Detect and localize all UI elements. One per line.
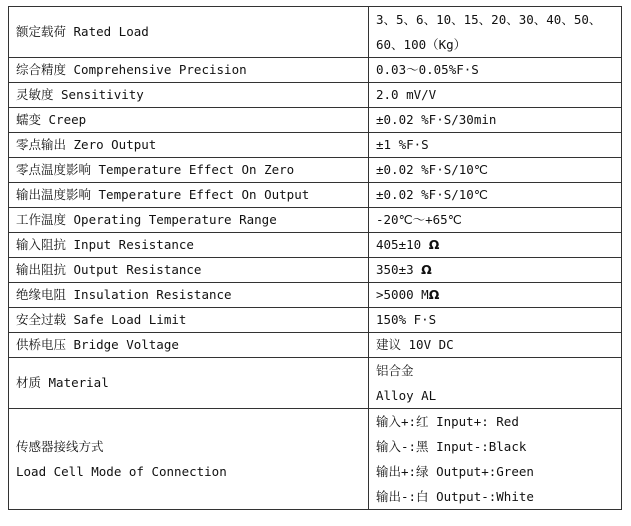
spec-value [369, 158, 622, 183]
spec-parameter: 综合精度 Comprehensive Precision [9, 58, 369, 83]
spec-value-line: >5000 MΩ [376, 287, 440, 302]
spec-row [9, 333, 622, 358]
spec-row [9, 358, 622, 409]
spec-parameter: 输入阻抗 Input Resistance [9, 233, 369, 258]
spec-value-line: ±1 %F·S [376, 137, 429, 152]
spec-parameter: 输出阻抗 Output Resistance [9, 258, 369, 283]
spec-row [9, 409, 622, 510]
spec-row [9, 58, 622, 83]
spec-value [369, 333, 622, 358]
spec-row [9, 308, 622, 333]
spec-parameter: 安全过载 Safe Load Limit [9, 308, 369, 333]
spec-parameter-line: 传感器接线方式 [16, 439, 104, 454]
spec-value-line: ±0.02 %F·S/10℃ [376, 187, 488, 202]
spec-parameter: 零点温度影响 Temperature Effect On Zero [9, 158, 369, 183]
spec-value [369, 409, 622, 510]
spec-value [369, 7, 622, 58]
spec-parameter: 工作温度 Operating Temperature Range [9, 208, 369, 233]
spec-value-line: 输出-:白 Output-:White [376, 489, 534, 504]
spec-value-line: 输入+:红 Input+: Red [376, 414, 519, 429]
spec-value-line: 输入-:黑 Input-:Black [376, 439, 527, 454]
spec-value-line: 2.0 mV/V [376, 87, 437, 102]
spec-value-line: 60、100（Kg） [376, 37, 467, 52]
spec-value-line: -20℃～+65℃ [376, 212, 462, 227]
spec-value [369, 108, 622, 133]
spec-row [9, 233, 622, 258]
spec-value [369, 258, 622, 283]
spec-value-line: Alloy AL [376, 388, 437, 403]
spec-parameter: 蠕变 Creep [9, 108, 369, 133]
spec-parameter-line: Load Cell Mode of Connection [16, 464, 227, 479]
spec-parameter: 绝缘电阻 Insulation Resistance [9, 283, 369, 308]
spec-value-line: ±0.02 %F·S/30min [376, 112, 497, 127]
spec-parameter: 材质 Material [9, 358, 369, 409]
spec-value-line: 350±3 Ω [376, 262, 432, 277]
spec-value [369, 283, 622, 308]
spec-value [369, 183, 622, 208]
specification-table [8, 6, 622, 510]
ohm-symbol: Ω [421, 262, 432, 277]
spec-parameter: 灵敏度 Sensitivity [9, 83, 369, 108]
spec-value-line: 铝合金 [376, 363, 414, 378]
spec-value [369, 58, 622, 83]
spec-value-line: 0.03～0.05%F·S [376, 62, 479, 77]
spec-row [9, 108, 622, 133]
spec-row [9, 208, 622, 233]
spec-parameter: 输出温度影响 Temperature Effect On Output [9, 183, 369, 208]
spec-parameter [9, 409, 369, 510]
ohm-symbol: Ω [428, 237, 440, 252]
spec-value [369, 308, 622, 333]
ohm-symbol: Ω [428, 287, 440, 302]
spec-value [369, 358, 622, 409]
spec-value-line: 输出+:绿 Output+:Green [376, 464, 534, 479]
spec-row [9, 283, 622, 308]
spec-value [369, 133, 622, 158]
spec-row [9, 83, 622, 108]
spec-row [9, 258, 622, 283]
spec-value [369, 233, 622, 258]
spec-value-line: 405±10 Ω [376, 237, 440, 252]
spec-value-line: 3、5、6、10、15、20、30、40、50、 [376, 12, 602, 27]
spec-parameter: 零点输出 Zero Output [9, 133, 369, 158]
spec-value-line: ±0.02 %F·S/10℃ [376, 162, 488, 177]
spec-row [9, 158, 622, 183]
spec-value [369, 208, 622, 233]
spec-row [9, 7, 622, 58]
spec-row [9, 133, 622, 158]
spec-value-line: 150% F·S [376, 312, 437, 327]
spec-value-line: 建议 10V DC [376, 337, 454, 352]
spec-row [9, 183, 622, 208]
spec-value [369, 83, 622, 108]
spec-parameter: 额定载荷 Rated Load [9, 7, 369, 58]
spec-parameter: 供桥电压 Bridge Voltage [9, 333, 369, 358]
